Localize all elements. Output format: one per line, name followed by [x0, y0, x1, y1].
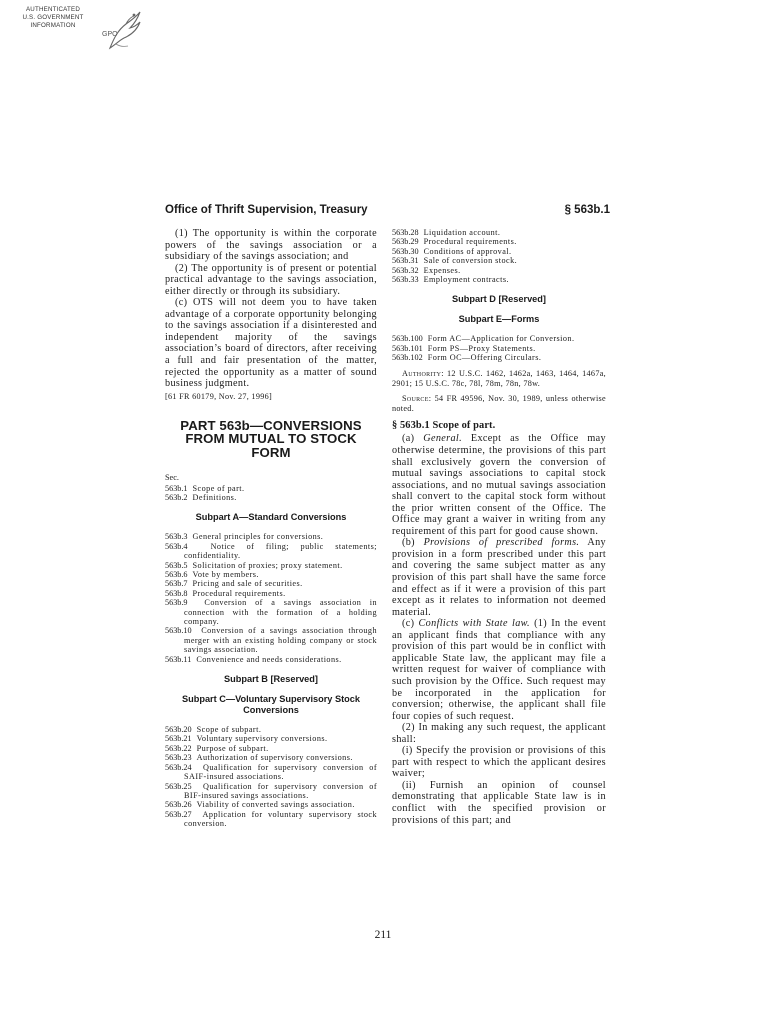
stamp-line: AUTHENTICATED — [25, 6, 81, 13]
paragraph-c: (c) Conflicts with State law. (1) In the event an applicant finds that compliance with any provision of this part would be in conflict with applicable State law, the applicant may file a written request for waiver of compliance with such provision by the Office. Such request may be incorporated in the application for conversion; otherwise, the applicant shall file four copies of such request. — [392, 618, 607, 722]
toc-entry: 563b.30 Conditions of approval. — [392, 246, 512, 256]
toc-subpart-c-continued — [392, 228, 606, 284]
toc-entry: 563b.3 General principles for conversions. — [165, 532, 324, 542]
sec-label: Sec. — [165, 473, 179, 483]
paragraph: (2) The opportunity is of present or potential practical advantage to the savings association, either directly or through its subsidiary. — [165, 262, 377, 297]
toc-entry: 563b.33 Employment contracts. — [392, 275, 510, 285]
toc-general — [165, 484, 377, 503]
paragraph-a: (a) General. Except as the Office may otherwise determine, the provisions of this part shall exclusively govern the conversion of mutual savings associations to capital stock associations, and no mutual savings association shall convert to the capital stock form without the prior written consent of the Office. The Office may grant a waiver in writing from any requirement of this part for good cause shown. — [392, 433, 606, 537]
paragraph: (c) OTS will not deem you to have taken advantage of a corporate opportunity belonging to the savings association if a disinterested and independent majority of the savings association’s board of directors, after receiving a full and fair presentation of the matter, rejected the opportunity as a matter of sound business judgment. — [165, 297, 377, 390]
toc-entry: 563b.6 Vote by members. — [165, 570, 259, 579]
toc-entry: 563b.27 Application for voluntary supervisory stock conversion. — [165, 809, 377, 829]
subpart-b-heading: Subpart B [Reserved] — [224, 674, 318, 685]
right-column — [392, 228, 606, 826]
toc-entry: 563b.11 Convenience and needs considerations. — [165, 654, 342, 664]
toc-subpart-a — [165, 532, 377, 664]
toc-entry: 563b.7 Pricing and sale of securities. — [165, 579, 303, 589]
running-head — [165, 204, 610, 220]
toc-entry: 563b.101 Form PS—Proxy Statements. — [392, 343, 536, 353]
subpart-c-heading: Subpart C—Voluntary Supervisory Stock Conversions — [181, 694, 360, 716]
toc-entry: 563b.23 Authorization of supervisory conversions. — [165, 753, 353, 763]
stamp-line: U.S. GOVERNMENT — [22, 14, 84, 21]
toc-entry: 563b.24 Qualification for supervisory conversion of SAIF-insured associations. — [165, 762, 377, 782]
toc-entry: 563b.29 Procedural requirements. — [392, 237, 517, 247]
toc-entry: 563b.100 Form AC—Application for Conversion. — [392, 334, 575, 344]
page-number: 211 — [374, 929, 392, 941]
paragraph-b: (b) Provisions of prescribed forms. Any provision in a form prescribed under this part and covering the same subject matter as any provision of this part shall have the same force and effect as if it were a provision of this part except as it relates to information not deemed material. — [392, 537, 606, 618]
citation: [61 FR 60179, Nov. 27, 1996] — [165, 391, 273, 401]
section-heading: § 563b.1 Scope of part. — [392, 420, 496, 432]
toc-entry: 563b.1 Scope of part. — [165, 483, 245, 493]
part-title: PART 563b—CONVERSIONS FROM MUTUAL TO STOCK FORM — [180, 417, 362, 460]
left-column — [165, 228, 377, 829]
toc-entry: 563b.21 Voluntary supervisory conversions. — [165, 734, 328, 744]
agency-heading: Office of Thrift Supervision, Treasury — [165, 204, 368, 216]
gpo-label: GPO — [102, 31, 118, 38]
toc-entry: 563b.28 Liquidation account. — [392, 228, 501, 237]
toc-entry: 563b.25 Qualification for supervisory conversion of BIF-insured savings associations. — [165, 781, 377, 800]
source-note: Source: 54 FR 49596, Nov. 30, 1989, unless otherwise noted. — [392, 394, 606, 414]
toc-entry: 563b.32 Expenses. — [392, 265, 461, 275]
authority-note: Authority: 12 U.S.C. 1462, 1462a, 1463, 1464, 1467a, 2901; 15 U.S.C. 78c, 78l, 78m, 78n, 78w. — [392, 368, 606, 388]
paragraph-c2ii: (ii) Furnish an opinion of counsel demonstrating that applicable State law is in conflict with the specified provision or provisions of this part; and — [392, 779, 606, 826]
toc-entry: 563b.22 Purpose of subpart. — [165, 743, 269, 753]
toc-entry: 563b.5 Solicitation of proxies; proxy statement. — [165, 560, 343, 570]
stamp-line: INFORMATION — [30, 22, 76, 29]
paragraph-c2: (2) In making any such request, the applicant shall: — [392, 722, 606, 745]
subpart-a-heading: Subpart A—Standard Conversions — [195, 512, 347, 523]
toc-subpart-e — [392, 334, 606, 362]
paragraph-c2i: (i) Specify the provision or provisions of this part with respect to which the applicant desires waiver; — [392, 745, 606, 780]
subpart-e-heading: Subpart E—Forms — [458, 314, 540, 325]
toc-entry: 563b.9 Conversion of a savings association in connection with the formation of a holding company. — [165, 598, 377, 627]
section-reference: § 563b.1 — [564, 204, 610, 216]
paragraph: (1) The opportunity is within the corporate powers of the savings association or a subsidiary of the savings association; and — [165, 228, 377, 263]
toc-entry: 563b.2 Definitions. — [165, 492, 237, 502]
toc-entry: 563b.26 Viability of converted savings association. — [165, 800, 355, 810]
toc-subpart-c — [165, 725, 377, 828]
toc-entry: 563b.20 Scope of subpart. — [165, 725, 262, 735]
gpo-authentication-stamp — [8, 4, 140, 60]
subpart-d-heading: Subpart D [Reserved] — [452, 294, 546, 305]
toc-entry: 563b.102 Form OC—Offering Circulars. — [392, 353, 542, 363]
toc-entry: 563b.4 Notice of filing; public statements; confidentiality. — [165, 541, 377, 561]
stamp-text — [8, 6, 98, 30]
toc-entry: 563b.31 Sale of conversion stock. — [392, 256, 518, 266]
toc-entry: 563b.10 Conversion of a savings association through merger with an existing holding company or stock savings association. — [165, 626, 377, 655]
toc-entry: 563b.8 Procedural requirements. — [165, 588, 286, 598]
